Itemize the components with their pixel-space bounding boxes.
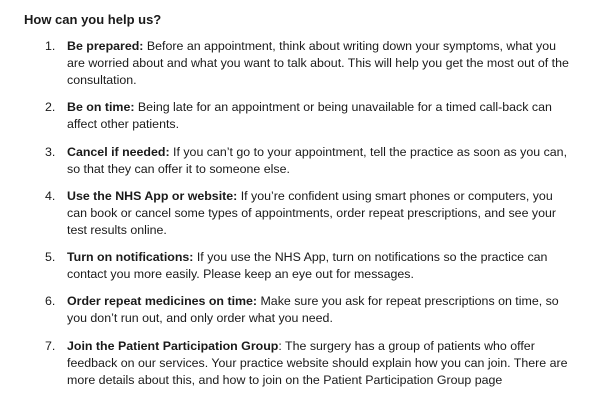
list-number: 7. bbox=[45, 339, 56, 353]
item-text: Being late for an appointment or being unavailable for a timed call-back can affect other patients. bbox=[67, 100, 552, 132]
item-lead: Be on time: bbox=[67, 100, 135, 114]
item-text: : The surgery has a group of patients who offer feedback on our services. Your practice website should explain how you can join. There are more details about this, and how to join on the Patient Participation Group page bbox=[67, 339, 568, 388]
list-item-be-prepared bbox=[45, 38, 575, 90]
list-item-join-ppg bbox=[45, 338, 575, 390]
item-text: If you can’t go to your appointment, tell the practice as soon as you can, so that they can offer it to someone else. bbox=[67, 145, 568, 177]
list-item-use-nhs-app bbox=[45, 188, 575, 240]
item-text: If you use the NHS App, turn on notifications so the practice can contact you more easily. Please keep an eye out for messages. bbox=[67, 250, 548, 282]
item-text: Make sure you ask for repeat prescriptions on time, so you don’t run out, and only order what you need. bbox=[67, 294, 559, 326]
item-lead: Cancel if needed: bbox=[67, 145, 170, 159]
section-heading: How can you help us? bbox=[24, 12, 162, 27]
item-lead: Join the Patient Participation Group bbox=[67, 339, 279, 353]
list-number: 2. bbox=[45, 100, 56, 114]
list-number: 6. bbox=[45, 294, 56, 308]
list-item-cancel-if-needed bbox=[45, 144, 575, 178]
list-item-be-on-time bbox=[45, 99, 575, 133]
list-item-order-repeat-medicines bbox=[45, 293, 575, 327]
list-number: 4. bbox=[45, 189, 56, 203]
item-lead: Turn on notifications: bbox=[67, 250, 194, 264]
list-number: 1. bbox=[45, 39, 56, 53]
item-lead: Be prepared: bbox=[67, 39, 144, 53]
list-number: 5. bbox=[45, 250, 56, 264]
list-number: 3. bbox=[45, 145, 56, 159]
item-lead: Order repeat medicines on time: bbox=[67, 294, 258, 308]
list-item-turn-on-notifications bbox=[45, 249, 575, 283]
item-text: If you’re confident using smart phones or computers, you can book or cancel some types of appointments, order repeat prescriptions, and see your test results online. bbox=[67, 189, 557, 238]
item-text: Before an appointment, think about writing down your symptoms, what you are worried about and what you want to talk about. This will help you get the most out of the consultation. bbox=[67, 39, 569, 88]
item-lead: Use the NHS App or website: bbox=[67, 189, 238, 203]
